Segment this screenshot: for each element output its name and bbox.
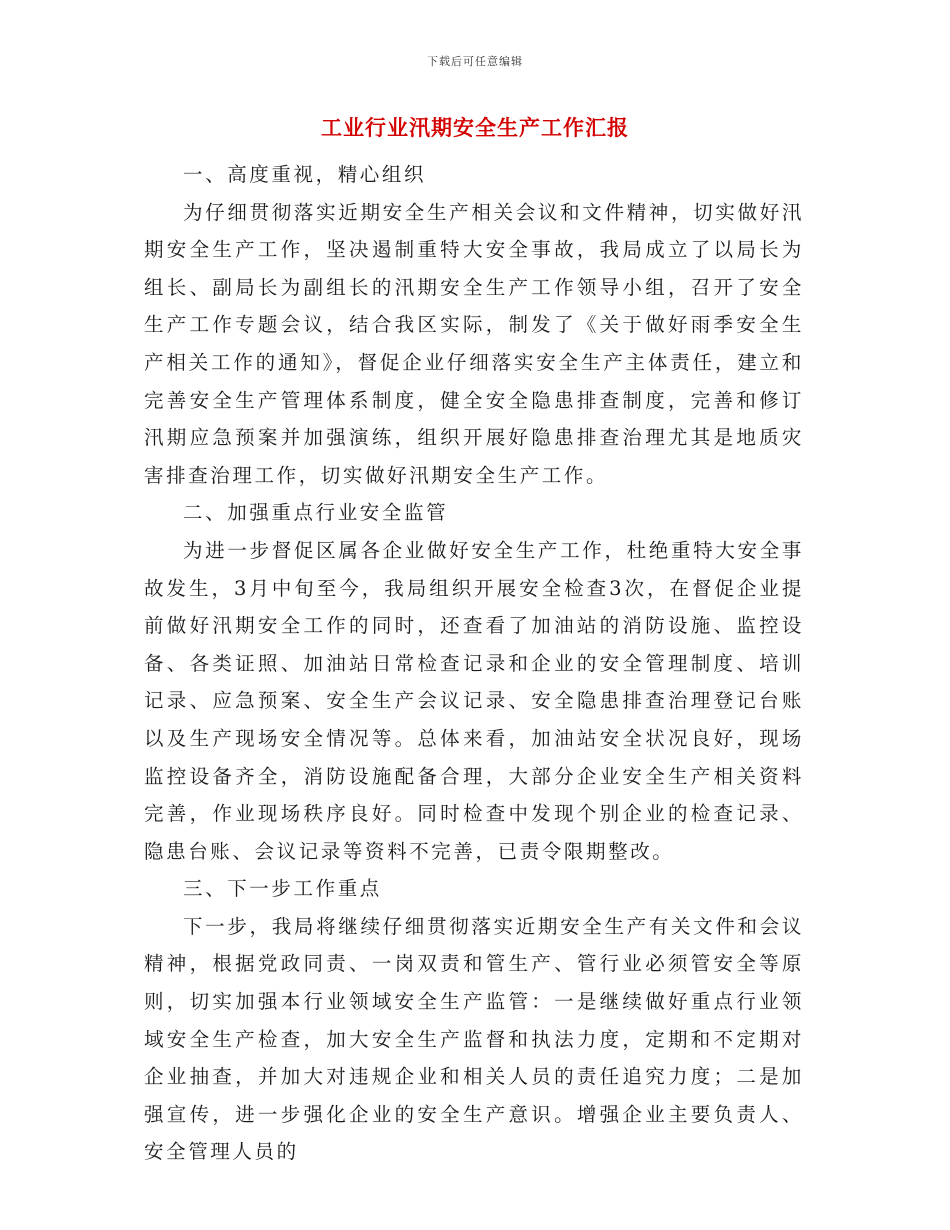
paragraph-3: 下一步，我局将继续仔细贯彻落实近期安全生产有关文件和会议精神，根据党政同责、一岗双责和管生产、管行业必须管安全等原则，切实加强本行业领域安全生产监管：一是继续做好重点行业领域安全生产检查，加大安全生产监督和执法力度，定期和不定期对企业抽查，并加大对违规企业和相关人员的责任追究力度；二是加强宣传，进一步强化企业的安全生产意识。增强企业主要负责人、安全管理人员的 [144, 914, 804, 1164]
document-title: 工业行业汛期安全生产工作汇报 [321, 116, 629, 140]
section-heading-1: 一、高度重视，精心组织 [183, 163, 427, 186]
header-note: 下载后可任意编辑 [427, 55, 523, 68]
paragraph-2: 为进一步督促区属各企业做好安全生产工作，杜绝重特大安全事故发生，3月中旬至今，我局组织开展安全检查3次，在督促企业提前做好汛期安全工作的同时，还查看了加油站的消防设施、监控设备、各类证照、加油站日常检查记录和企业的安全管理制度、培训记录、应急预案、安全生产会议记录、安全隐患排查治理登记台账以及生产现场安全情况等。总体来看，加油站安全状况良好，现场监控设备齐全，消防设施配备合理，大部分企业安全生产相关资料完善，作业现场秩序良好。同时检查中发现个别企业的检查记录、隐患台账、会议记录等资料不完善，已责令限期整改。 [144, 538, 804, 863]
document-body [144, 156, 804, 1171]
section-heading-2: 二、加强重点行业安全监管 [183, 501, 449, 525]
section-heading-3: 三、下一步工作重点 [183, 877, 382, 901]
paragraph-1: 为仔细贯彻落实近期安全生产相关会议和文件精神，切实做好汛期安全生产工作，坚决遏制重特大安全事故，我局成立了以局长为组长、副局长为副组长的汛期安全生产工作领导小组，召开了安全生产工作专题会议，结合我区实际，制发了《关于做好雨季安全生产相关工作的通知》，督促企业仔细落实安全生产主体责任，建立和完善安全生产管理体系制度，健全安全隐患排查制度，完善和修订汛期应急预案并加强演练，组织开展好隐患排查治理尤其是地质灾害排查治理工作，切实做好汛期安全生产工作。 [144, 200, 804, 487]
